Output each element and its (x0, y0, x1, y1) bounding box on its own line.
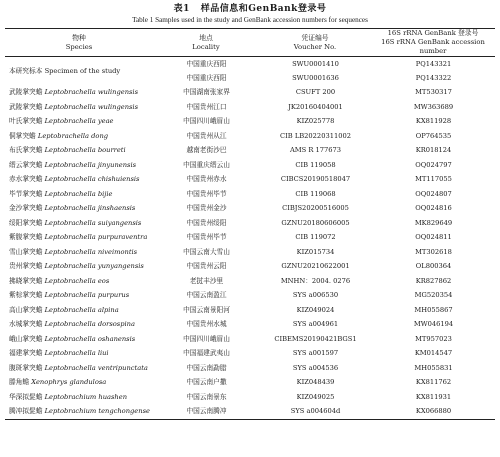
species-sci-name: Leptobrachella ventripunctata (44, 363, 148, 372)
header-locality-cn: 地点 (199, 33, 213, 42)
table-row (5, 86, 495, 101)
header-locality (153, 29, 259, 57)
cell-accession: MT530317 (415, 88, 452, 97)
table-row (5, 245, 495, 260)
cell-locality: 中国福建武夷山 (183, 349, 230, 358)
cell-accession: MW046194 (413, 320, 454, 329)
cell-voucher: CIB 119072 (295, 233, 336, 242)
cell-locality: 中国贵州水城 (186, 320, 227, 329)
species-sci-name: Leptobrachella bourreti (44, 146, 126, 155)
cell-locality: 中国云南景阳河 (183, 305, 230, 314)
cell-voucher: KIZ049025 (296, 392, 335, 401)
species-sci-name: Leptobrachella jinyunensis (44, 160, 137, 169)
cell-locality: 中国云南盈江 (186, 291, 227, 300)
cell-accession: OL800364 (415, 262, 452, 271)
cell-locality: 中国重庆西阳 (186, 73, 227, 82)
cell-voucher: SWU0001636 (292, 73, 339, 82)
table-row (5, 100, 495, 115)
cell-locality: 中国重庆缙云山 (183, 160, 230, 169)
header-accession-cn: 16S rRNA GenBank 登录号 (387, 29, 479, 37)
species-cn-name: 滕角蟾 (9, 378, 30, 387)
cell-species (5, 318, 153, 333)
cell-species (5, 245, 153, 260)
table-row (5, 347, 495, 362)
cell-accession: KX811928 (415, 117, 452, 126)
species-sci-name: Leptobrachella yunyangensis (44, 262, 144, 271)
cell-species (5, 347, 153, 362)
cell-accession: MG520354 (414, 291, 453, 300)
cell-voucher: CSUFT 200 (295, 88, 336, 97)
table-row (5, 158, 495, 173)
cell-voucher: KIZ015734 (296, 247, 335, 256)
species-sci-name: Leptobrachella niveimontis (44, 247, 138, 256)
cell-accession: MT117055 (415, 175, 452, 184)
species-sci-name: Leptobrachella suiyangensis (44, 218, 142, 227)
cell-species (5, 158, 153, 173)
cell-voucher: GZNU20180606005 (281, 218, 350, 227)
species-sci-name: Leptobrachella dorsospina (44, 320, 135, 329)
cell-accession: KX811762 (415, 378, 452, 387)
cell-locality: 中国贵州江口 (186, 102, 227, 111)
cell-accession: OQ024797 (415, 160, 452, 169)
cell-species (5, 332, 153, 347)
cell-locality: 中国湖南张家界 (183, 88, 230, 97)
cell-accession: OP764535 (415, 131, 452, 140)
cell-locality: 中国四川峨眉山 (183, 117, 230, 126)
species-cn-name: 叶氏掌突蟾 (9, 117, 43, 126)
table-row (5, 390, 495, 405)
cell-species (5, 100, 153, 115)
cell-voucher: CIB 119058 (295, 160, 336, 169)
cell-accession: OQ024807 (415, 189, 452, 198)
species-sci-name: Leptobrachella jinshaensis (44, 204, 136, 213)
study-specimen-label: 本研究标本 Specimen of the study (9, 66, 121, 75)
caption-title: 样品信息和GenBank登录号 (200, 4, 327, 14)
cell-voucher: SWU0001410 (292, 59, 339, 68)
species-cn-name: 高山掌突蟾 (9, 305, 43, 314)
cell-accession: MH055831 (414, 363, 453, 372)
cell-locality: 中国贵州赤水 (186, 175, 227, 184)
species-cn-name: 布氏掌突蟾 (9, 146, 43, 155)
header-voucher (259, 29, 371, 57)
species-sci-name: Leptobrachella bijie (44, 189, 113, 198)
species-cn-name: 武陵掌突蟾 (9, 88, 43, 97)
cell-accession: MW363689 (413, 102, 454, 111)
cell-voucher: KIZ049024 (296, 305, 335, 314)
species-cn-name: 武陵掌突蟾 (9, 102, 43, 111)
species-cn-name: 金沙掌突蟾 (9, 204, 43, 213)
cell-locality: 中国贵州金沙 (186, 204, 227, 213)
cell-locality: 中国云南景东 (186, 392, 227, 401)
cell-locality: 中国贵州云阳 (186, 262, 227, 271)
species-cn-name: 峨山掌突蟾 (9, 334, 43, 343)
species-cn-name: 缙云掌突蟾 (9, 160, 43, 169)
table-caption-cn (0, 0, 500, 15)
table-body (5, 57, 495, 420)
table-row (5, 332, 495, 347)
cell-voucher: CIB LB20220311002 (280, 131, 351, 140)
cell-voucher: AMS R 177673 (289, 146, 342, 155)
samples-table (5, 28, 495, 420)
cell-locality: 中国贵州绥阳 (186, 218, 227, 227)
species-cn-name: 紫腹掌突蟾 (9, 233, 43, 242)
cell-voucher: CIBEMS20190421BGS1 (274, 334, 357, 343)
species-cn-name: 华深拟髭蟾 (9, 392, 43, 401)
species-sci-name: Leptobrachella wulingensis (44, 102, 139, 111)
species-cn-name: 腹斑掌突蟾 (9, 363, 43, 372)
cell-locality: 中国贵州毕节 (186, 189, 227, 198)
header-species-cn: 物种 (72, 33, 86, 42)
species-cn-name: 拂晓掌突蟾 (9, 276, 43, 285)
cell-voucher: GZNU20210622001 (281, 262, 350, 271)
species-cn-name: 福建掌突蟾 (9, 349, 43, 358)
table-row (5, 115, 495, 130)
table-row (5, 187, 495, 202)
cell-species (5, 405, 153, 420)
species-cn-name: 绥阳掌突蟾 (9, 218, 43, 227)
table-row (5, 274, 495, 289)
table-row (5, 202, 495, 217)
cell-voucher: SYS a001597 (292, 349, 339, 358)
table-row (5, 144, 495, 159)
cell-voucher: SYS a006530 (292, 291, 339, 300)
cell-locality: 中国四川峨眉山 (183, 334, 230, 343)
table-row (5, 129, 495, 144)
species-cn-name: 侗掌突蟾 (9, 131, 36, 140)
cell-accession: OQ024816 (415, 204, 452, 213)
cell-locality: 中国贵州从江 (186, 131, 227, 140)
cell-voucher: SYS a004604d (259, 405, 371, 420)
species-cn-name: 水城掌突蟾 (9, 320, 43, 329)
species-sci-name: Leptobrachella wulingensis (44, 88, 139, 97)
cell-species (5, 361, 153, 376)
cell-locality: 中国云南腾冲 (153, 405, 259, 420)
cell-species (5, 187, 153, 202)
species-sci-name: Leptobrachella oshanensis (44, 334, 136, 343)
cell-accession: KR827862 (415, 276, 452, 285)
table-row (5, 173, 495, 188)
species-sci-name: Leptobrachium huashen (44, 392, 128, 401)
cell-accession: KX066880 (371, 405, 495, 420)
cell-species (5, 289, 153, 304)
table-row (5, 289, 495, 304)
cell-locality: 中国贵州毕节 (186, 233, 227, 242)
cell-voucher: JK20160404001 (288, 102, 343, 111)
cell-voucher: KIZ048439 (296, 378, 335, 387)
cell-accession: MH055867 (414, 305, 453, 314)
cell-voucher: MNHN：2004. 0276 (280, 276, 351, 285)
table-row (5, 216, 495, 231)
cell-voucher: CIBCS20190518047 (280, 175, 351, 184)
species-sci-name: Leptobrachella eos (44, 276, 110, 285)
header-voucher-en: Voucher No. (293, 42, 337, 51)
cell-accession: PQ143322 (415, 73, 452, 82)
cell-species (5, 144, 153, 159)
table-row (5, 376, 495, 391)
species-cn-name: 毕节掌突蟾 (9, 189, 43, 198)
cell-accession: OQ024811 (415, 233, 452, 242)
species-sci-name: Leptobrachella dong (37, 131, 109, 140)
header-species-en: Species (65, 42, 93, 51)
cell-locality: 越南老街沙巴 (186, 146, 227, 155)
cell-locality: 中国云南户撒 (186, 378, 227, 387)
table-row (5, 57, 495, 72)
cell-voucher: CIBJS20200516005 (282, 204, 349, 213)
cell-voucher: SYS a004536 (292, 363, 339, 372)
table-row (5, 405, 495, 420)
cell-species (5, 173, 153, 188)
cell-species (5, 390, 153, 405)
header-locality-en: Locality (192, 42, 220, 51)
table-row (5, 231, 495, 246)
species-cn-name: 腾冲拟髭蟾 (9, 407, 43, 415)
header-species (5, 29, 153, 57)
species-cn-name: 雪山掌突蟾 (9, 247, 43, 256)
species-cn-name: 贵州掌突蟾 (9, 262, 43, 271)
table-row (5, 361, 495, 376)
cell-voucher: SYS a004961 (292, 320, 339, 329)
species-sci-name: Leptobrachella chishuiensis (44, 175, 140, 184)
species-sci-name: Leptobrachella purpuraventra (44, 233, 148, 242)
cell-species (5, 115, 153, 130)
table-caption-en: Table 1 Samples used in the study and GenBank accession numbers for sequences (132, 16, 368, 24)
cell-species (5, 129, 153, 144)
cell-species (5, 86, 153, 101)
cell-species (5, 260, 153, 275)
header-accession-en: 16S rRNA GenBank accession number (381, 38, 485, 55)
cell-species (5, 202, 153, 217)
caption-label: 表1 (173, 4, 190, 14)
cell-species (5, 274, 153, 289)
table-row (5, 260, 495, 275)
cell-accession: MT302618 (415, 247, 452, 256)
table-row (5, 303, 495, 318)
species-cn-name: 赤水掌突蟾 (9, 175, 43, 184)
cell-species (5, 216, 153, 231)
cell-accession: MT957023 (415, 334, 452, 343)
species-sci-name: Leptobrachella purpurus (44, 291, 130, 300)
species-sci-name: Leptobrachium tengchongense (44, 407, 150, 415)
species-cn-name: 紫棕掌突蟾 (9, 291, 43, 300)
cell-voucher: CIB 119068 (295, 189, 336, 198)
cell-locality: 中国云南勐腊 (186, 363, 227, 372)
header-voucher-cn: 凭证编号 (301, 33, 329, 42)
cell-locality: 中国重庆西阳 (186, 59, 227, 68)
cell-accession: PQ143321 (415, 59, 452, 68)
species-sci-name: Leptobrachella alpina (44, 305, 119, 314)
cell-species (5, 231, 153, 246)
cell-accession: KM014547 (414, 349, 453, 358)
species-sci-name: Xenophrys glandulosa (31, 378, 107, 387)
species-sci-name: Leptobrachella liui (44, 349, 109, 358)
cell-accession: KR018124 (415, 146, 452, 155)
header-accession (371, 29, 495, 57)
cell-voucher: KIZ025778 (296, 117, 335, 126)
cell-accession: MK829649 (414, 218, 453, 227)
table-header-row (5, 29, 495, 57)
cell-species (5, 303, 153, 318)
cell-accession: KX811931 (415, 392, 452, 401)
cell-species (5, 376, 153, 391)
cell-locality: 老挝丰沙里 (189, 276, 224, 285)
species-sci-name: Leptobrachella yeae (44, 117, 114, 126)
cell-locality: 中国云南大雪山 (183, 247, 230, 256)
table-row (5, 318, 495, 333)
